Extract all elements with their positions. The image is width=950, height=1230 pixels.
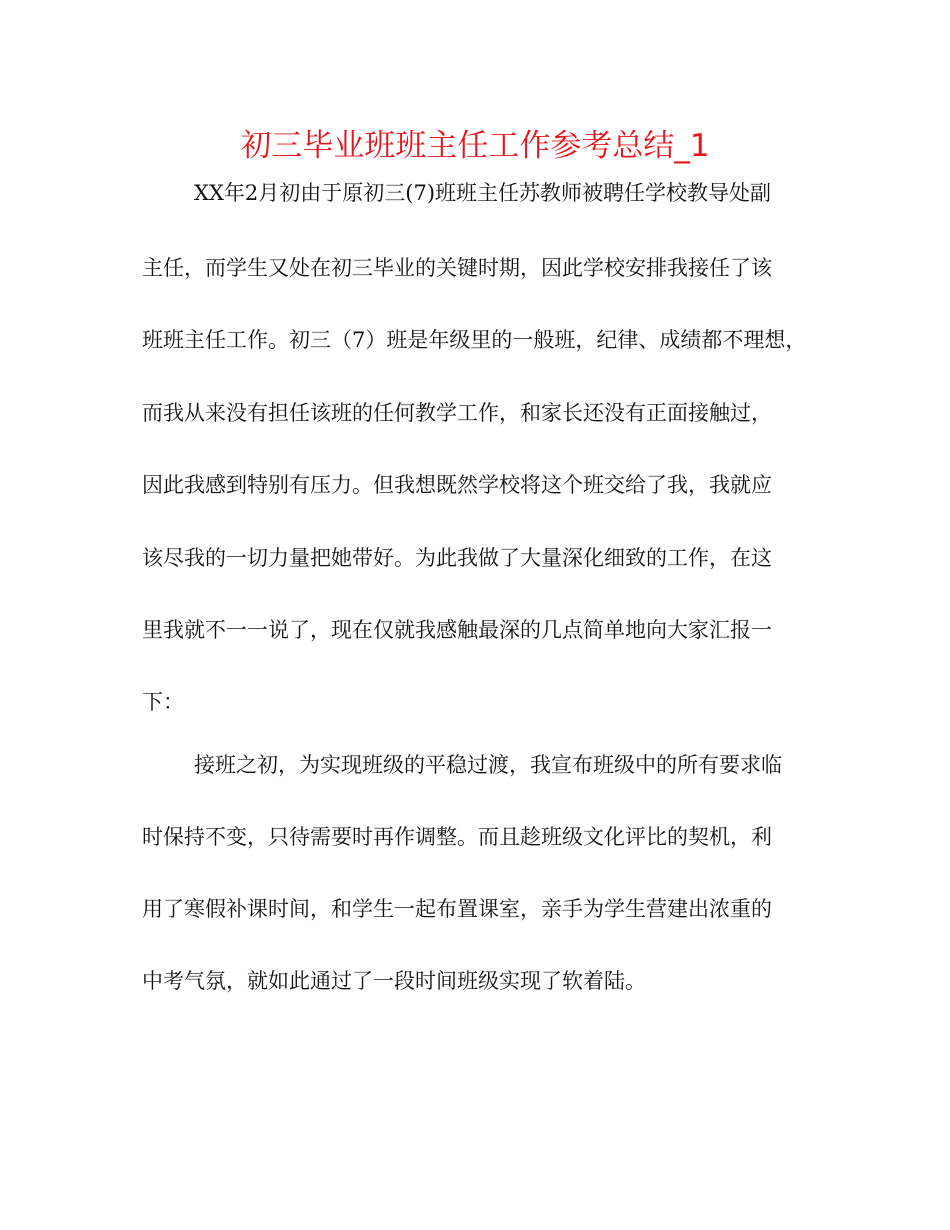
paragraph-1-line-3: 班班主任工作。初三（7）班是年级里的一般班，纪律、成绩都不理想， <box>142 328 807 352</box>
paragraph-1-line-7: 里我就不一一说了，现在仅就我感触最深的几点简单地向大家汇报一 <box>142 618 772 642</box>
paragraph-1-line-5: 因此我感到特别有压力。但我想既然学校将这个班交给了我，我就应 <box>142 473 772 497</box>
paragraph-1-line-2: 主任，而学生又处在初三毕业的关键时期，因此学校安排我接任了该 <box>142 256 772 280</box>
document-title: 初三毕业班班主任工作参考总结_1 <box>240 128 710 164</box>
paragraph-2-line-3: 用了寒假补课时间，和学生一起布置课室，亲手为学生营建出浓重的 <box>142 897 772 921</box>
paragraph-2-line-1: 接班之初，为实现班级的平稳过渡，我宣布班级中的所有要求临 <box>194 753 782 777</box>
paragraph-2-line-2: 时保持不变，只待需要时再作调整。而且趁班级文化评比的契机，利 <box>142 825 772 849</box>
paragraph-1-line-4: 而我从来没有担任该班的任何教学工作，和家长还没有正面接触过， <box>142 401 772 425</box>
paragraph-1-line-1: XX年2月初由于原初三(7)班班主任苏教师被聘任学校教导处副 <box>194 181 772 205</box>
paragraph-1-line-8: 下： <box>142 690 184 714</box>
paragraph-1-line-6: 该尽我的一切力量把她带好。为此我做了大量深化细致的工作，在这 <box>142 546 772 570</box>
paragraph-2-line-4: 中考气氛，就如此通过了一段时间班级实现了软着陆。 <box>142 969 646 993</box>
